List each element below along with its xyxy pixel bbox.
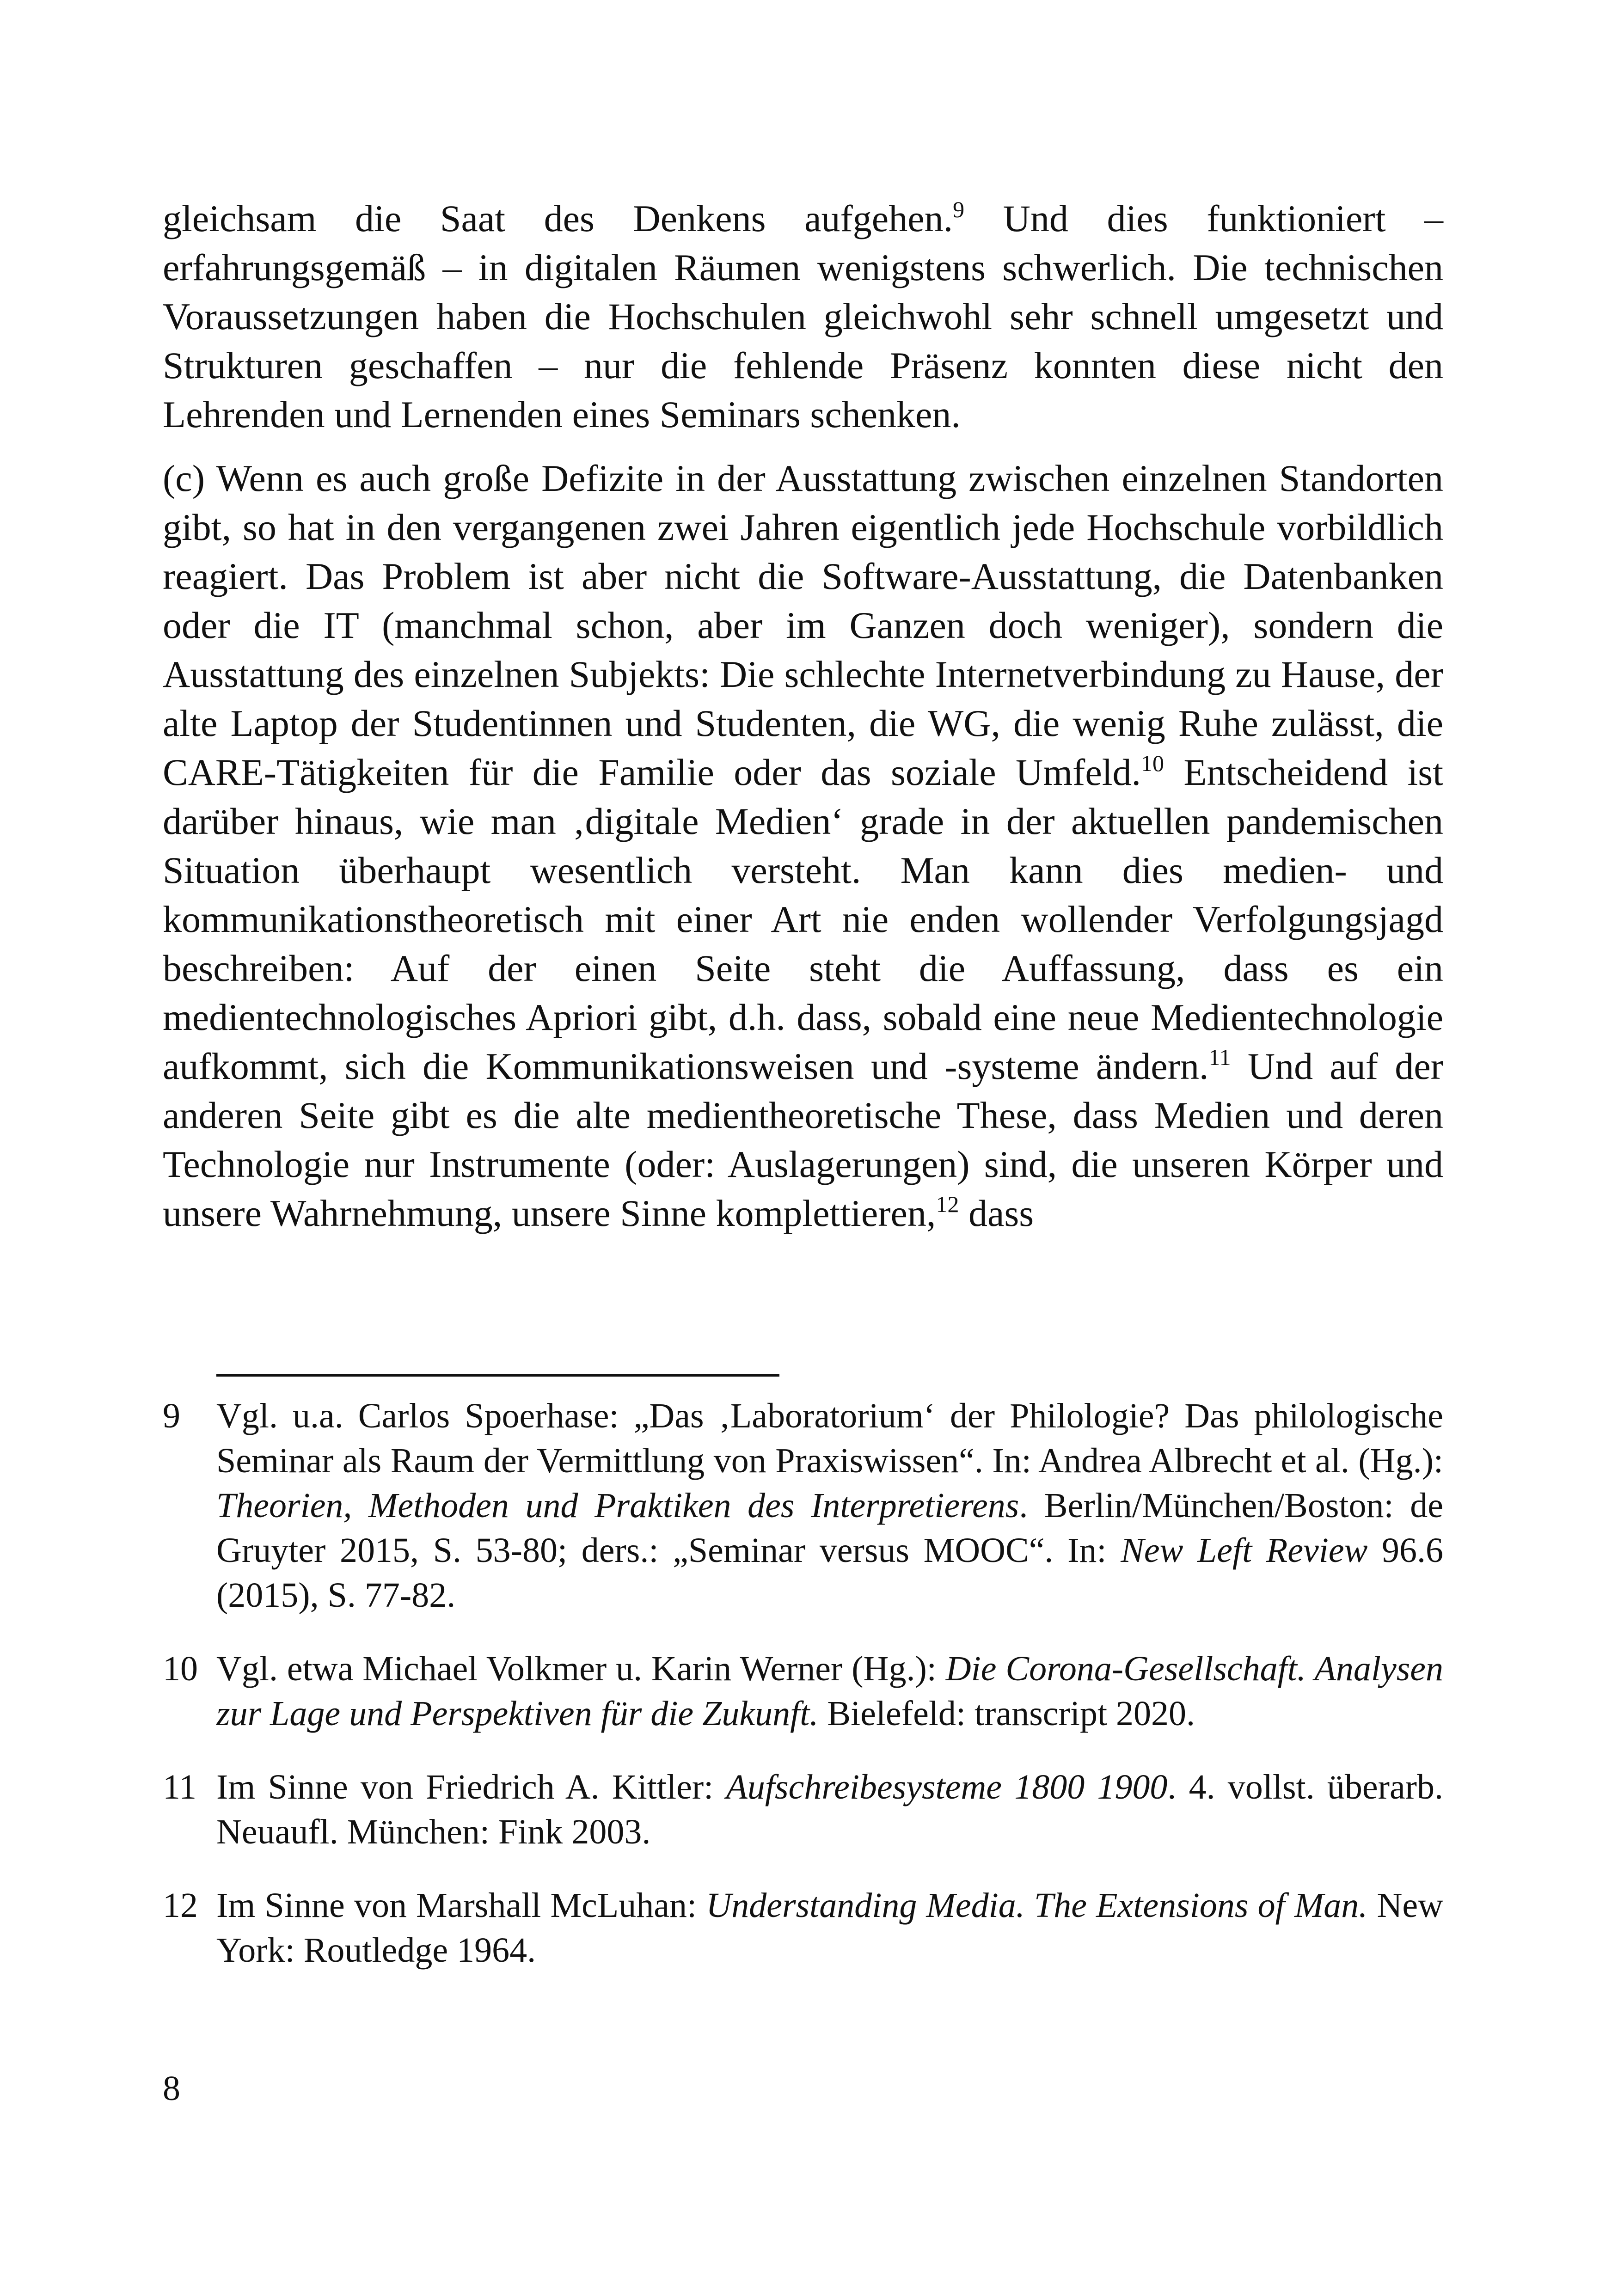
footnote-text: Im Sinne von Marshall McLuhan: [216,1886,706,1925]
footnote-number: 12 [163,1886,198,1925]
page-number: 8 [163,2069,180,2108]
footnote-ref-9[interactable]: 9 [953,196,965,222]
footnote-title-italic: Aufschreibesysteme 1800 1900 [726,1768,1168,1806]
footnote-9 [163,1394,1443,1618]
paragraph-2-text-b: Entscheidend ist darüber hinaus, wie man ‚digitale Medien‘ grade in der aktuellen pandemischen Situation überhaupt wesentlich versteht. Man kann dies medien- und kommunikationstheoretisch mit einer Art nie enden wollender Verfolgungsjagd beschreiben: Auf der einen Seite steht die Auffassung, dass es ein medientechnologisches Apriori gibt, d.h. dass, sobald eine neue Medientechnologie aufkommt, sich die Kommunikationsweisen und -systeme ändern. [163,751,1443,1087]
footnote-text: 96.6 (2015), S. 77-82. [216,1531,1443,1615]
paragraph-1-text-a: gleichsam die Saat des Denkens aufgehen. [163,197,953,239]
footnote-ref-10[interactable]: 10 [1141,750,1164,776]
paragraph-2-text-a: (c) Wenn es auch große Defizite in der Ausstattung zwischen einzelnen Standorten gibt, so hat in den vergangenen zwei Jahren eigentlich jede Hochschule vorbildlich reagiert. Das Problem ist aber nicht die Software-Ausstattung, die Datenbanken oder die IT (manchmal schon, aber im Ganzen doch weniger), sondern die Ausstattung des einzelnen Subjekts: Die schlechte Internetverbindung zu Hause, der alte Laptop der Studentinnen und Studenten, die WG, die wenig Ruhe zulässt, die CARE-Tätigkeiten für die Familie oder das soziale Umfeld. [163,457,1443,793]
footnote-11 [163,1765,1443,1855]
footnote-separator-rule [216,1374,779,1377]
footnote-title-italic: Die Corona-Gesellschaft. Analysen zur Lage und Perspektiven für die Zukunft. [216,1649,1443,1733]
footnote-ref-11[interactable]: 11 [1208,1044,1231,1070]
footnote-number: 10 [163,1649,198,1688]
paragraph-1 [163,194,1443,439]
footnote-title-italic: Understanding Media. The Extensions of Man. [706,1886,1368,1925]
paragraph-2 [163,454,1443,1238]
footnote-text: Vgl. u.a. Carlos Spoerhase: „Das ‚Laboratorium‘ der Philologie? Das philologische Seminar als Raum der Vermittlung von Praxiswissen“. In: Andrea Albrecht et al. (Hg.): [216,1396,1443,1480]
footnote-text: Im Sinne von Friedrich A. Kittler: [216,1768,726,1806]
footnote-ref-12[interactable]: 12 [936,1191,959,1217]
footnote-12 [163,1883,1443,1973]
paragraph-2-text-c: Und auf der anderen Seite gibt es die alte medientheoretische These, dass Medien und deren Technologie nur Instrumente (oder: Auslagerungen) sind, die unseren Körper und unsere Wahrnehmung, unsere Sinne komplettieren, [163,1045,1443,1234]
paragraph-1-text-b: Und dies funktioniert – erfahrungsgemäß – in digitalen Räumen wenigstens schwerlich. Die technischen Voraussetzungen haben die Hochschulen gleichwohl sehr schnell umgesetzt und Strukturen geschaffen – nur die fehlende Präsenz konnten diese nicht den Lehrenden und Lernenden eines Seminars schenken. [163,197,1443,435]
footnote-text: New York: Routledge 1964. [216,1886,1443,1970]
footnote-number: 9 [163,1396,180,1435]
footnote-text: . Berlin/München/Boston: de Gruyter 2015, S. 53-80; ders.: „Seminar versus MOOC“. In: [216,1486,1444,1570]
footnote-10 [163,1647,1443,1736]
footnote-text: . 4. vollst. überarb. Neuaufl. München: Fink 2003. [216,1768,1443,1851]
footnote-text: Vgl. etwa Michael Volkmer u. Karin Werner (Hg.): [216,1649,946,1688]
paragraph-2-text-d: dass [959,1192,1034,1234]
footnote-title-italic: Theorien, Methoden und Praktiken des Interpretierens [216,1486,1019,1525]
footnote-text: Bielefeld: transcript 2020. [818,1694,1195,1733]
footnote-number: 11 [163,1768,197,1806]
footnotes-section [163,1394,1443,1973]
main-text [163,194,1443,1238]
footnote-journal-italic: New Left Review [1121,1531,1368,1570]
